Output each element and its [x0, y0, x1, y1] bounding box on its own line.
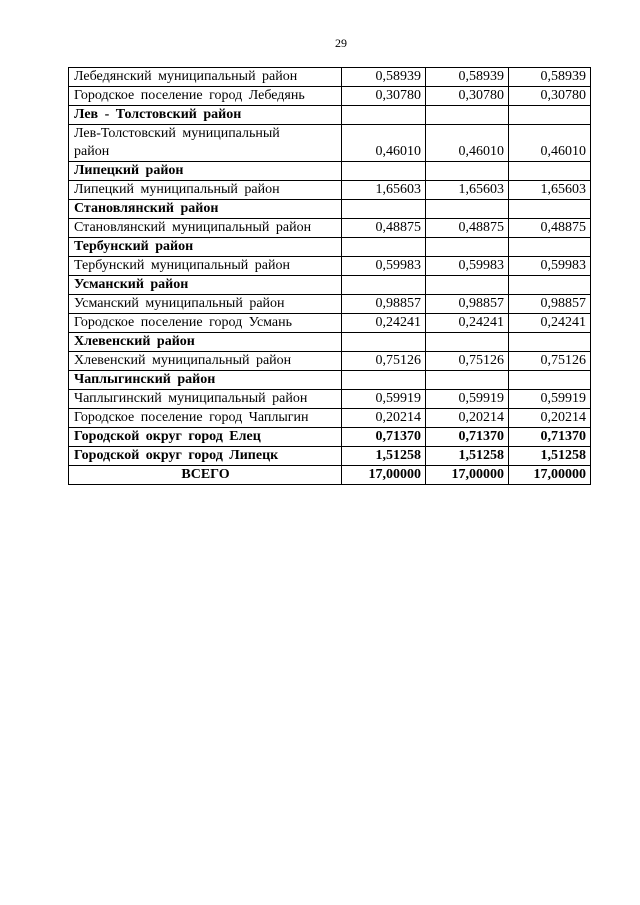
table-row [69, 409, 591, 428]
value-cell-1: 0,71370 [342, 428, 426, 447]
table-body [69, 68, 591, 485]
table-row [69, 295, 591, 314]
row-label: Становлянский муниципальный район [74, 220, 312, 235]
value-cell-1: 0,30780 [342, 87, 426, 106]
row-label-cell [69, 428, 342, 447]
value-cell-3: 1,65603 [509, 181, 591, 200]
city-row [69, 428, 591, 447]
value-cell-2 [426, 106, 509, 125]
table-row [69, 125, 591, 162]
allocation-table [68, 67, 591, 485]
row-label: Городское поселение город Чаплыгин [74, 410, 309, 425]
row-label: Городское поселение город Лебедянь [74, 88, 305, 103]
row-label-cell [69, 200, 342, 219]
value-cell-2: 0,30780 [426, 87, 509, 106]
section-row [69, 200, 591, 219]
section-row [69, 238, 591, 257]
table-row [69, 181, 591, 200]
value-cell-2: 17,00000 [426, 466, 509, 485]
value-cell-2 [426, 333, 509, 352]
value-cell-2: 0,98857 [426, 295, 509, 314]
value-cell-3 [509, 200, 591, 219]
value-cell-3: 1,51258 [509, 447, 591, 466]
row-label: ВСЕГО [181, 467, 230, 482]
row-label: Становлянский район [74, 201, 219, 216]
table-row [69, 314, 591, 333]
value-cell-2: 0,24241 [426, 314, 509, 333]
row-label: Тербунский муниципальный район [74, 258, 290, 273]
row-label-cell [69, 352, 342, 371]
table-row [69, 390, 591, 409]
row-label: Тербунский район [74, 239, 194, 254]
row-label-cell [69, 276, 342, 295]
value-cell-3: 0,75126 [509, 352, 591, 371]
row-label-cell [69, 447, 342, 466]
row-label-cell [69, 181, 342, 200]
value-cell-3 [509, 276, 591, 295]
total-row [69, 466, 591, 485]
value-cell-1 [342, 238, 426, 257]
value-cell-2: 0,46010 [426, 125, 509, 162]
value-cell-2 [426, 276, 509, 295]
city-row [69, 447, 591, 466]
value-cell-3 [509, 106, 591, 125]
table-row [69, 352, 591, 371]
value-cell-1 [342, 162, 426, 181]
value-cell-3: 0,71370 [509, 428, 591, 447]
section-row [69, 333, 591, 352]
value-cell-3: 0,20214 [509, 409, 591, 428]
value-cell-1: 0,48875 [342, 219, 426, 238]
value-cell-3: 0,59919 [509, 390, 591, 409]
value-cell-2: 0,75126 [426, 352, 509, 371]
value-cell-3: 0,48875 [509, 219, 591, 238]
value-cell-3 [509, 162, 591, 181]
value-cell-3: 0,30780 [509, 87, 591, 106]
row-label-cell [69, 333, 342, 352]
value-cell-1: 0,24241 [342, 314, 426, 333]
section-row [69, 371, 591, 390]
value-cell-1: 1,65603 [342, 181, 426, 200]
value-cell-3: 17,00000 [509, 466, 591, 485]
value-cell-2 [426, 162, 509, 181]
value-cell-1 [342, 106, 426, 125]
value-cell-3: 0,58939 [509, 68, 591, 87]
value-cell-3 [509, 333, 591, 352]
row-label-cell [69, 295, 342, 314]
table-row [69, 257, 591, 276]
value-cell-2 [426, 371, 509, 390]
value-cell-1: 0,98857 [342, 295, 426, 314]
value-cell-1: 0,59983 [342, 257, 426, 276]
value-cell-3: 0,59983 [509, 257, 591, 276]
row-label-cell [69, 162, 342, 181]
value-cell-1: 1,51258 [342, 447, 426, 466]
section-row [69, 106, 591, 125]
value-cell-3: 0,46010 [509, 125, 591, 162]
row-label-cell [69, 219, 342, 238]
row-label-cell [69, 87, 342, 106]
row-label: Чаплыгинский район [74, 372, 216, 387]
row-label-cell [69, 390, 342, 409]
value-cell-1 [342, 333, 426, 352]
section-row [69, 162, 591, 181]
value-cell-2: 0,20214 [426, 409, 509, 428]
row-label-cell [69, 257, 342, 276]
row-label: Чаплыгинский муниципальный район [74, 391, 308, 406]
value-cell-3 [509, 371, 591, 390]
row-label: Липецкий муниципальный район [74, 182, 280, 197]
value-cell-2 [426, 200, 509, 219]
row-label-cell [69, 238, 342, 257]
value-cell-1: 17,00000 [342, 466, 426, 485]
row-label: Городской округ город Липецк [74, 448, 279, 463]
row-label: Лев - Толстовский район [74, 107, 242, 122]
value-cell-1 [342, 276, 426, 295]
row-label-cell [69, 371, 342, 390]
page-number: 29 [335, 36, 347, 50]
value-cell-1 [342, 371, 426, 390]
value-cell-3: 0,98857 [509, 295, 591, 314]
row-label-cell [69, 68, 342, 87]
row-label-cell [69, 466, 342, 485]
value-cell-2: 0,59983 [426, 257, 509, 276]
row-label: Усманский муниципальный район [74, 296, 285, 311]
table-row [69, 219, 591, 238]
value-cell-2: 1,51258 [426, 447, 509, 466]
row-label: Хлевенский муниципальный район [74, 353, 292, 368]
row-label: Усманский район [74, 277, 189, 292]
row-label-cell [69, 409, 342, 428]
row-label: Городское поселение город Усмань [74, 315, 293, 330]
value-cell-3 [509, 238, 591, 257]
value-cell-1: 0,59919 [342, 390, 426, 409]
value-cell-2: 0,71370 [426, 428, 509, 447]
value-cell-2 [426, 238, 509, 257]
value-cell-1: 0,46010 [342, 125, 426, 162]
row-label: Липецкий район [74, 163, 184, 178]
row-label-cell [69, 106, 342, 125]
section-row [69, 276, 591, 295]
table-row [69, 68, 591, 87]
row-label-cell [69, 125, 342, 162]
row-label: Городской округ город Елец [74, 429, 261, 444]
value-cell-1: 0,20214 [342, 409, 426, 428]
table-row [69, 87, 591, 106]
row-label: Хлевенский район [74, 334, 195, 349]
value-cell-3: 0,24241 [509, 314, 591, 333]
row-label-line: район [74, 144, 110, 159]
value-cell-2: 0,58939 [426, 68, 509, 87]
row-label-line: Лев-Толстовский муниципальный [74, 126, 280, 141]
value-cell-2: 0,48875 [426, 219, 509, 238]
value-cell-1: 0,58939 [342, 68, 426, 87]
row-label: Лебедянский муниципальный район [74, 69, 298, 84]
value-cell-2: 0,59919 [426, 390, 509, 409]
row-label-cell [69, 314, 342, 333]
value-cell-1 [342, 200, 426, 219]
value-cell-2: 1,65603 [426, 181, 509, 200]
value-cell-1: 0,75126 [342, 352, 426, 371]
